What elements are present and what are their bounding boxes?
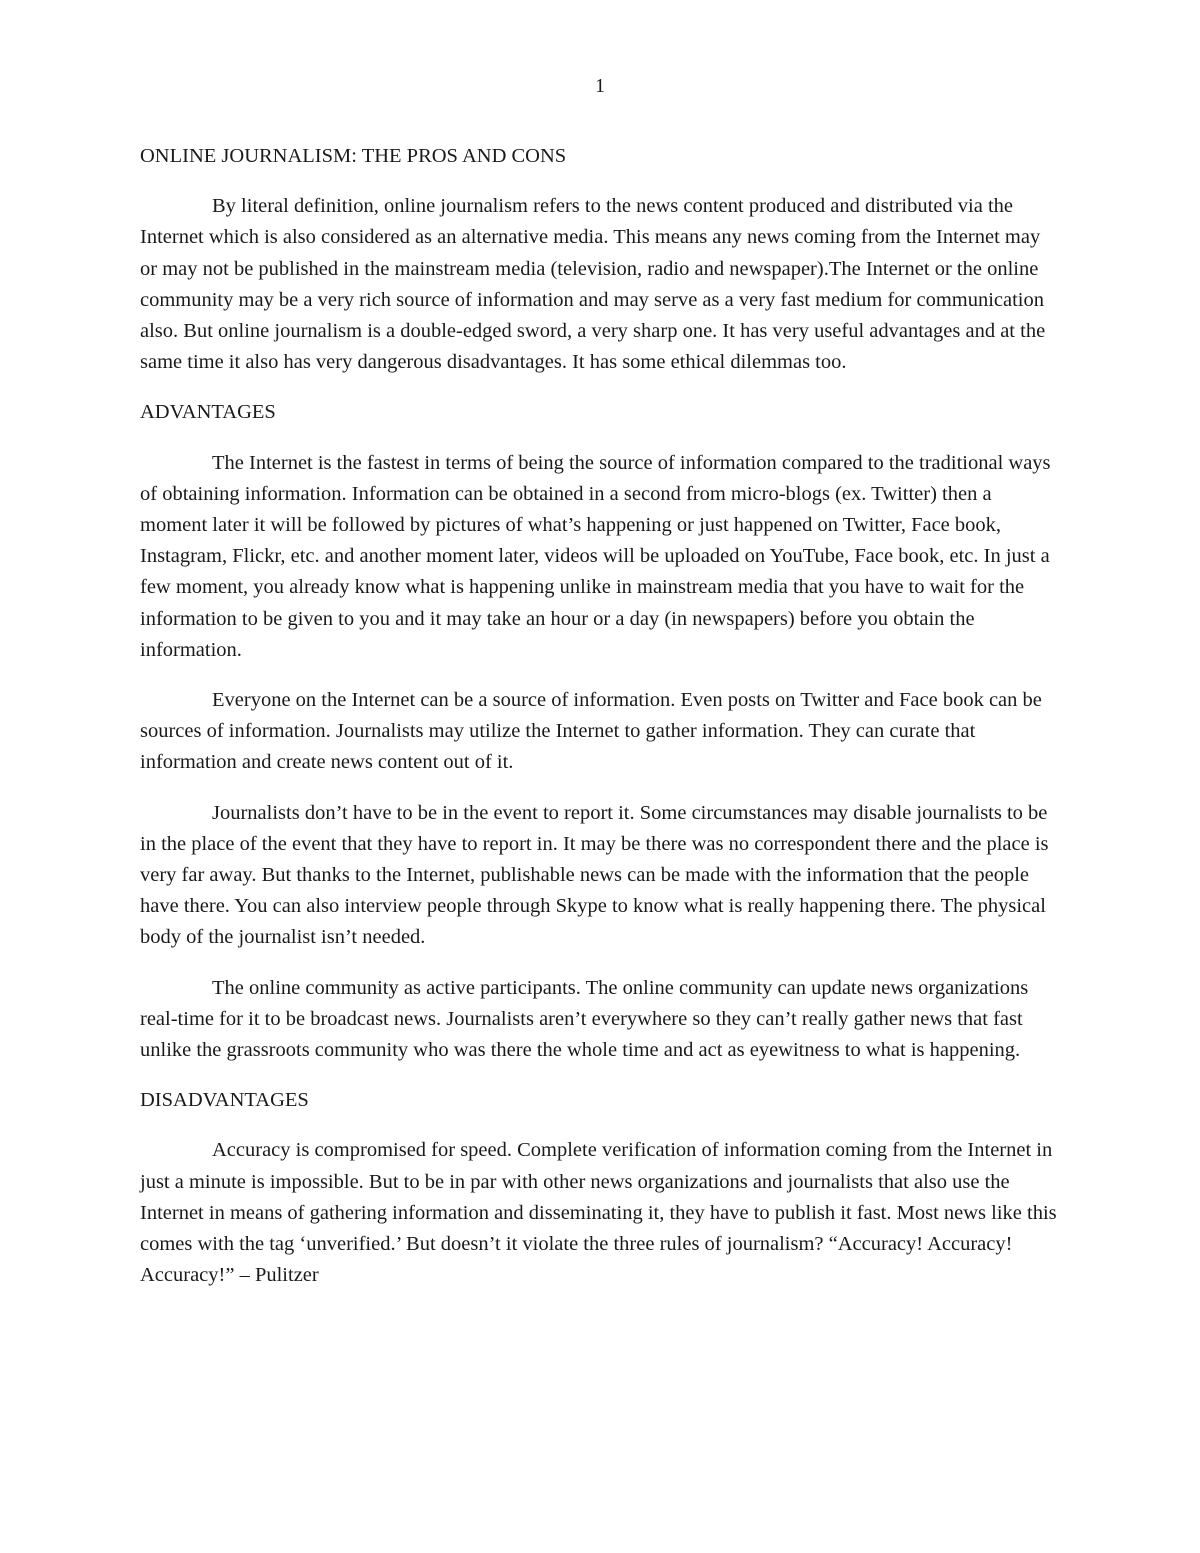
advantages-paragraph-3: Journalists don’t have to be in the event to report it. Some circumstances may disable journalists to be in the place of the event that they have to report in. It may be there was no correspondent there and the place is very far away. But thanks to the Internet, publishable news can be made with the information that the people have there. You can also interview people through Skype to know what is really happening there. The physical body of the journalist isn’t needed. bbox=[140, 801, 1049, 949]
advantages-paragraph-1: The Internet is the fastest in terms of being the source of information compared to the traditional ways of obtaining information. Information can be obtained in a second from micro-blogs (ex. Twitter) then a moment later it will be followed by pictures of what’s happening or just happened on Twitter, Face book, Instagram, Flickr, etc. and another moment later, videos will be uploaded on YouTube, Face book, etc. In just a few moment, you already know what is happening unlike in mainstream media that you have to wait for the information to be given to you and it may take an hour or a day (in newspapers) before you obtain the information. bbox=[140, 451, 1051, 661]
intro-paragraph: By literal definition, online journalism refers to the news content produced and distributed via the Internet which is also considered as an alternative media. This means any news coming from the Internet may or may not be published in the mainstream media (television, radio and newspaper).The Internet or the online community may be a very rich source of information and may serve as a very fast medium for communication also. But online journalism is a double-edged sword, a very sharp one. It has very useful advantages and at the same time it also has very dangerous disadvantages. It has some ethical dilemmas too. bbox=[140, 195, 1046, 374]
document-title: ONLINE JOURNALISM: THE PROS AND CONS bbox=[140, 145, 567, 167]
advantages-paragraph-2: Everyone on the Internet can be a source of information. Even posts on Twitter and Face book can be sources of information. Journalists may utilize the Internet to gather information. They can curate that information and create news content out of it. bbox=[140, 689, 1042, 774]
page-number: 1 bbox=[595, 75, 605, 97]
advantages-paragraph-4: The online community as active participants. The online community can update news organizations real-time for it to be broadcast news. Journalists aren’t everywhere so they can’t really gather news that fast unlike the grassroots community who was there the whole time and act as eyewitness to what is happening. bbox=[140, 976, 1029, 1062]
disadvantages-paragraph-1: Accuracy is compromised for speed. Complete verification of information coming from the Internet in just a minute is impossible. But to be in par with other news organizations and journalists that also use the Internet in means of gathering information and disseminating it, they have to publish it fast. Most news like this comes with the tag ‘unverified.’ But doesn’t it violate the three rules of journalism? “Accuracy! Accuracy! Accuracy!” – Pulitzer bbox=[140, 1139, 1057, 1287]
document-body bbox=[140, 141, 1058, 1311]
advantages-heading: ADVANTAGES bbox=[140, 401, 276, 424]
disadvantages-heading: DISADVANTAGES bbox=[140, 1089, 309, 1112]
